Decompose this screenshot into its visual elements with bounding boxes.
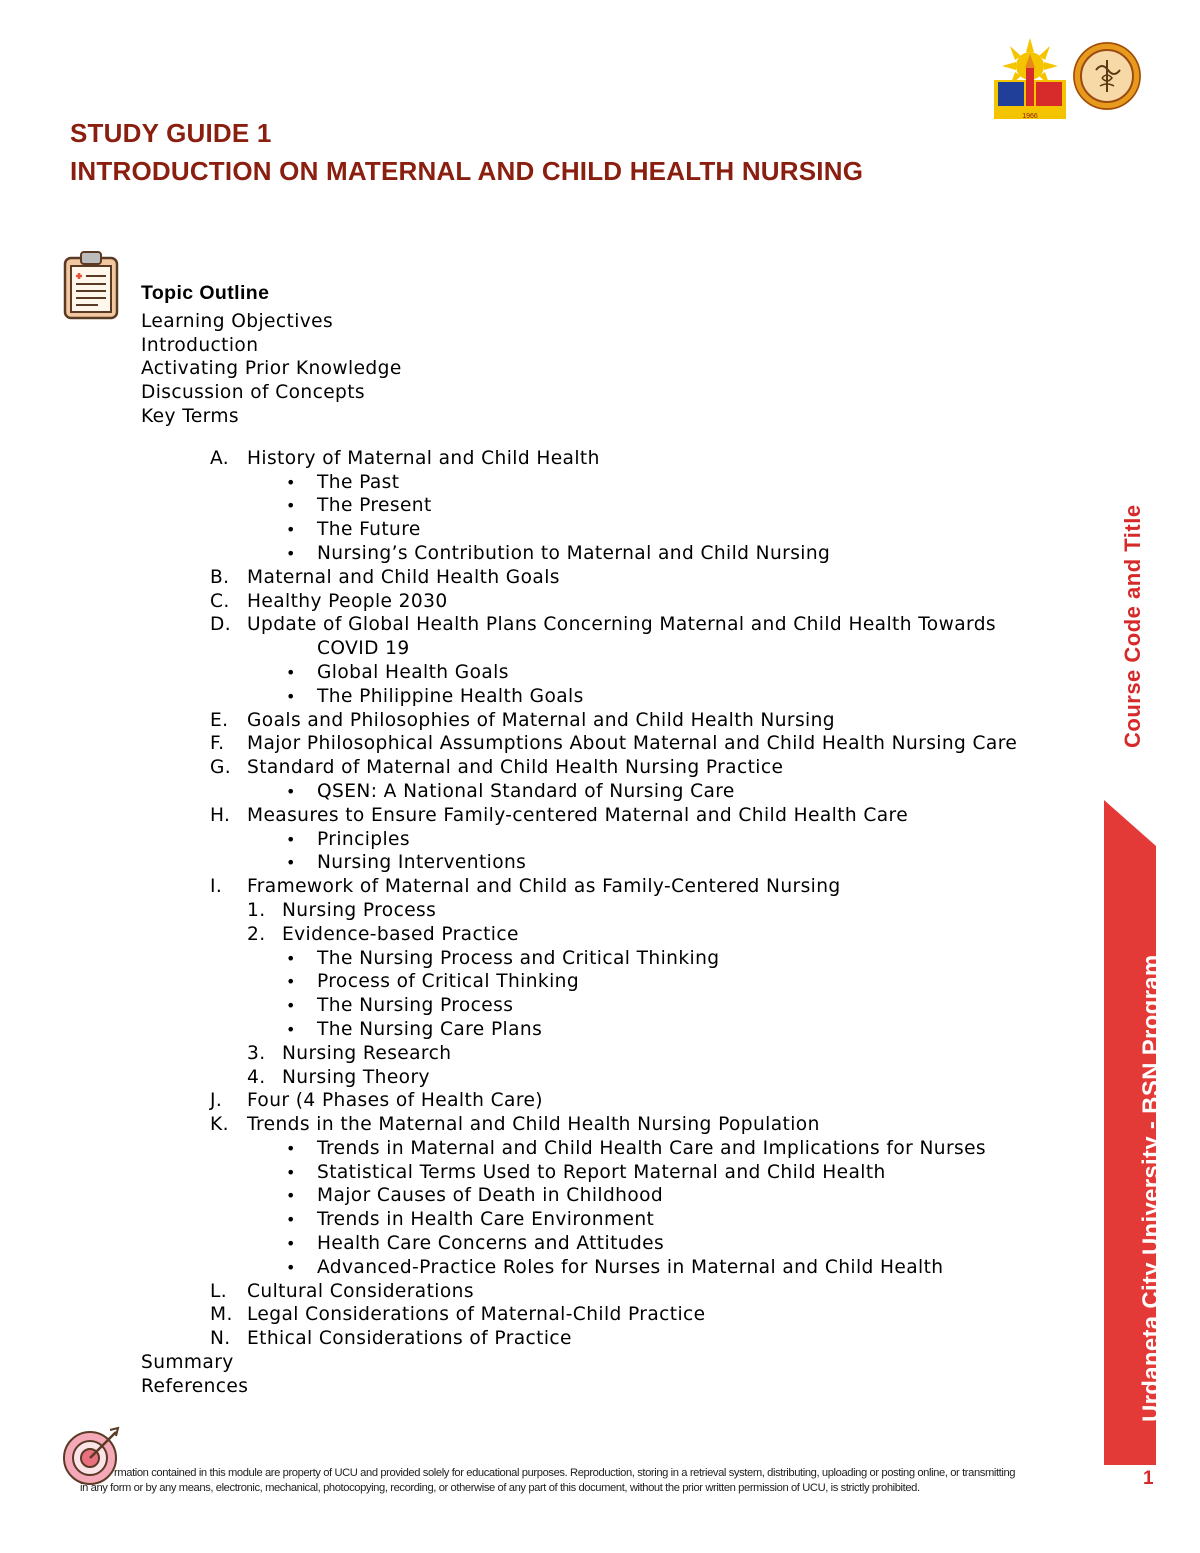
outline-marker: 2.	[247, 923, 266, 945]
university-logos	[990, 38, 1150, 123]
outline-item-text: Trends in Health Care Environment	[317, 1209, 655, 1231]
outline-item	[141, 899, 1081, 923]
outline-item	[141, 923, 1081, 947]
outline-item-text: Trends in the Maternal and Child Health Nursing Population	[247, 1114, 820, 1136]
outline-item-text: Legal Considerations of Maternal-Child Practice	[247, 1304, 706, 1326]
outline-item	[141, 613, 1081, 637]
bullet-marker: •	[286, 996, 296, 1016]
bullet-marker: •	[286, 829, 296, 849]
outline-item	[141, 1208, 1081, 1232]
outline-item	[141, 828, 1081, 852]
outline-item	[141, 947, 1081, 971]
outline-item	[141, 851, 1081, 875]
topic-outline-heading: Topic Outline	[141, 282, 270, 304]
outline-item	[141, 756, 1081, 780]
outline-item	[141, 1018, 1081, 1042]
outline-item-text: Measures to Ensure Family-centered Maternal and Child Health Care	[247, 804, 909, 826]
bullet-marker: •	[286, 948, 296, 968]
outline-list	[141, 447, 1081, 1351]
bullet-marker: •	[286, 853, 296, 873]
bullet-marker: •	[286, 781, 296, 801]
bullet-marker: •	[286, 472, 296, 492]
outline-item-text: The Nursing Process	[317, 995, 514, 1017]
intro-item: Discussion of Concepts	[141, 382, 366, 404]
outline-item	[141, 1184, 1081, 1208]
outline-item	[141, 494, 1081, 518]
outline-item-text: Major Philosophical Assumptions About Maternal and Child Health Nursing Care	[247, 733, 1018, 755]
outline-item	[141, 471, 1081, 495]
outline-item-text: Nursing Interventions	[317, 852, 527, 874]
outline-item	[141, 1066, 1081, 1090]
outline-item	[141, 875, 1081, 899]
topic-outline	[141, 282, 1081, 1399]
bullet-marker: •	[286, 1210, 296, 1230]
outline-item	[141, 566, 1081, 590]
program-label: Urdaneta City University - BSN Program	[1138, 954, 1165, 1422]
bullet-marker: •	[286, 972, 296, 992]
outline-item	[141, 804, 1081, 828]
outline-item-text: Statistical Terms Used to Report Maternal and Child Health	[317, 1161, 886, 1183]
copyright-line: in any form or by any means, electronic, mechanical, photocopying, recording, or otherwise of any part of this document, without the prior written permission of UCU, is strictly prohibited.	[80, 1482, 920, 1494]
copyright-line: rmation contained in this module are property of UCU and provided solely for educational purposes. Reproduction, storing in a retrieval system, distributing, uploading or posting online, or transmitting	[114, 1467, 1016, 1479]
outline-marker: C.	[210, 590, 230, 612]
outline-item-text: Advanced-Practice Roles for Nurses in Maternal and Child Health	[317, 1256, 944, 1278]
intro-item: Key Terms	[141, 405, 239, 427]
outline-item	[141, 590, 1081, 614]
outline-item-text: Nursing Research	[282, 1042, 452, 1064]
outline-item	[141, 970, 1081, 994]
outline-item-text: Update of Global Health Plans Concerning Maternal and Child Health Towards	[247, 614, 996, 636]
course-code-title-label: Course Code and Title	[1120, 504, 1145, 748]
outline-item	[141, 661, 1081, 685]
outline-item-text: The Philippine Health Goals	[317, 685, 584, 707]
closing-list	[141, 1351, 1081, 1399]
bullet-marker: •	[286, 543, 296, 563]
outline-marker: B.	[210, 566, 230, 588]
outline-marker: D.	[210, 614, 232, 636]
bullet-marker: •	[286, 1257, 296, 1277]
outline-item-text: Trends in Maternal and Child Health Care and Implications for Nurses	[317, 1137, 987, 1159]
outline-item-text: The Present	[317, 495, 432, 517]
outline-item-text: Evidence-based Practice	[282, 923, 519, 945]
outline-item-text: Standard of Maternal and Child Health Nursing Practice	[247, 757, 784, 779]
document-title: INTRODUCTION ON MATERNAL AND CHILD HEALTH NURSING	[70, 156, 864, 186]
outline-marker: E.	[210, 709, 229, 731]
outline-item-text: Healthy People 2030	[247, 590, 448, 612]
outline-item	[141, 1232, 1081, 1256]
outline-marker: M.	[210, 1304, 233, 1326]
outline-item-text: Nursing’s Contribution to Maternal and Child Nursing	[317, 542, 831, 564]
bullet-marker: •	[286, 1186, 296, 1206]
bullet-marker: •	[286, 496, 296, 516]
outline-item	[141, 518, 1081, 542]
outline-item-text: Process of Critical Thinking	[317, 971, 580, 993]
outline-marker: K.	[210, 1114, 229, 1136]
outline-item-text: QSEN: A National Standard of Nursing Care	[317, 780, 735, 802]
clipboard-icon	[62, 250, 120, 320]
outline-item-text: Goals and Philosophies of Maternal and Child Health Nursing	[247, 709, 836, 731]
bullet-marker: •	[286, 662, 296, 682]
outline-item-text: Global Health Goals	[317, 661, 509, 683]
closing-item: References	[141, 1375, 249, 1397]
outline-marker: 4.	[247, 1066, 266, 1088]
outline-item	[141, 780, 1081, 804]
outline-item-text: History of Maternal and Child Health	[247, 447, 600, 469]
bullet-marker: •	[286, 1234, 296, 1254]
study-guide-title: STUDY GUIDE 1	[70, 118, 272, 148]
page-number: 1	[1143, 1468, 1154, 1489]
outline-item-text: Major Causes of Death in Childhood	[317, 1185, 664, 1207]
outline-item-text: Health Care Concerns and Attitudes	[317, 1233, 665, 1255]
outline-item	[141, 1113, 1081, 1137]
bullet-marker: •	[286, 520, 296, 540]
outline-item	[141, 1256, 1081, 1280]
copyright-notice	[80, 1466, 1090, 1496]
outline-item	[141, 637, 1081, 661]
outline-marker: A.	[210, 447, 230, 469]
outline-item	[141, 1161, 1081, 1185]
outline-marker: H.	[210, 804, 231, 826]
philippine-seal-logo	[990, 38, 1070, 120]
outline-marker: F.	[210, 733, 225, 755]
outline-marker: N.	[210, 1328, 231, 1350]
outline-item-text: Nursing Process	[282, 899, 437, 921]
intro-item: Learning Objectives	[141, 310, 334, 332]
outline-item-text: The Nursing Process and Critical Thinking	[317, 947, 720, 969]
closing-item: Summary	[141, 1352, 234, 1374]
outline-marker: 3.	[247, 1042, 266, 1064]
outline-item-text: The Nursing Care Plans	[317, 1018, 543, 1040]
outline-item-text: Cultural Considerations	[247, 1280, 474, 1302]
outline-item-text: Nursing Theory	[282, 1066, 430, 1088]
outline-item	[141, 1280, 1081, 1304]
outline-item-text: Principles	[317, 828, 410, 850]
outline-item	[141, 1327, 1081, 1351]
outline-item	[141, 1042, 1081, 1066]
outline-marker: G.	[210, 757, 232, 779]
bullet-marker: •	[286, 1138, 296, 1158]
outline-item	[141, 1137, 1081, 1161]
outline-item	[141, 447, 1081, 471]
outline-item	[141, 994, 1081, 1018]
outline-item	[141, 542, 1081, 566]
outline-item-text: The Past	[317, 471, 400, 493]
intro-list	[141, 310, 1081, 429]
outline-item	[141, 709, 1081, 733]
intro-item: Activating Prior Knowledge	[141, 358, 402, 380]
bullet-marker: •	[286, 686, 296, 706]
outline-item	[141, 1089, 1081, 1113]
outline-marker: J.	[210, 1090, 223, 1112]
outline-item	[141, 1303, 1081, 1327]
college-nursing-seal-logo	[1072, 40, 1142, 112]
bullet-marker: •	[286, 1162, 296, 1182]
bullet-marker: •	[286, 1019, 296, 1039]
outline-item-text: COVID 19	[317, 638, 410, 660]
intro-item: Introduction	[141, 334, 259, 356]
outline-item-text: Maternal and Child Health Goals	[247, 566, 560, 588]
outline-marker: 1.	[247, 899, 266, 921]
svg-text:1966: 1966	[1022, 113, 1038, 120]
outline-item	[141, 732, 1081, 756]
outline-marker: I.	[210, 876, 223, 898]
outline-item	[141, 685, 1081, 709]
outline-item-text: Ethical Considerations of Practice	[247, 1328, 572, 1350]
outline-item-text: The Future	[317, 519, 421, 541]
outline-item-text: Framework of Maternal and Child as Family-Centered Nursing	[247, 876, 841, 898]
outline-marker: L.	[210, 1280, 228, 1302]
outline-item-text: Four (4 Phases of Health Care)	[247, 1090, 543, 1112]
